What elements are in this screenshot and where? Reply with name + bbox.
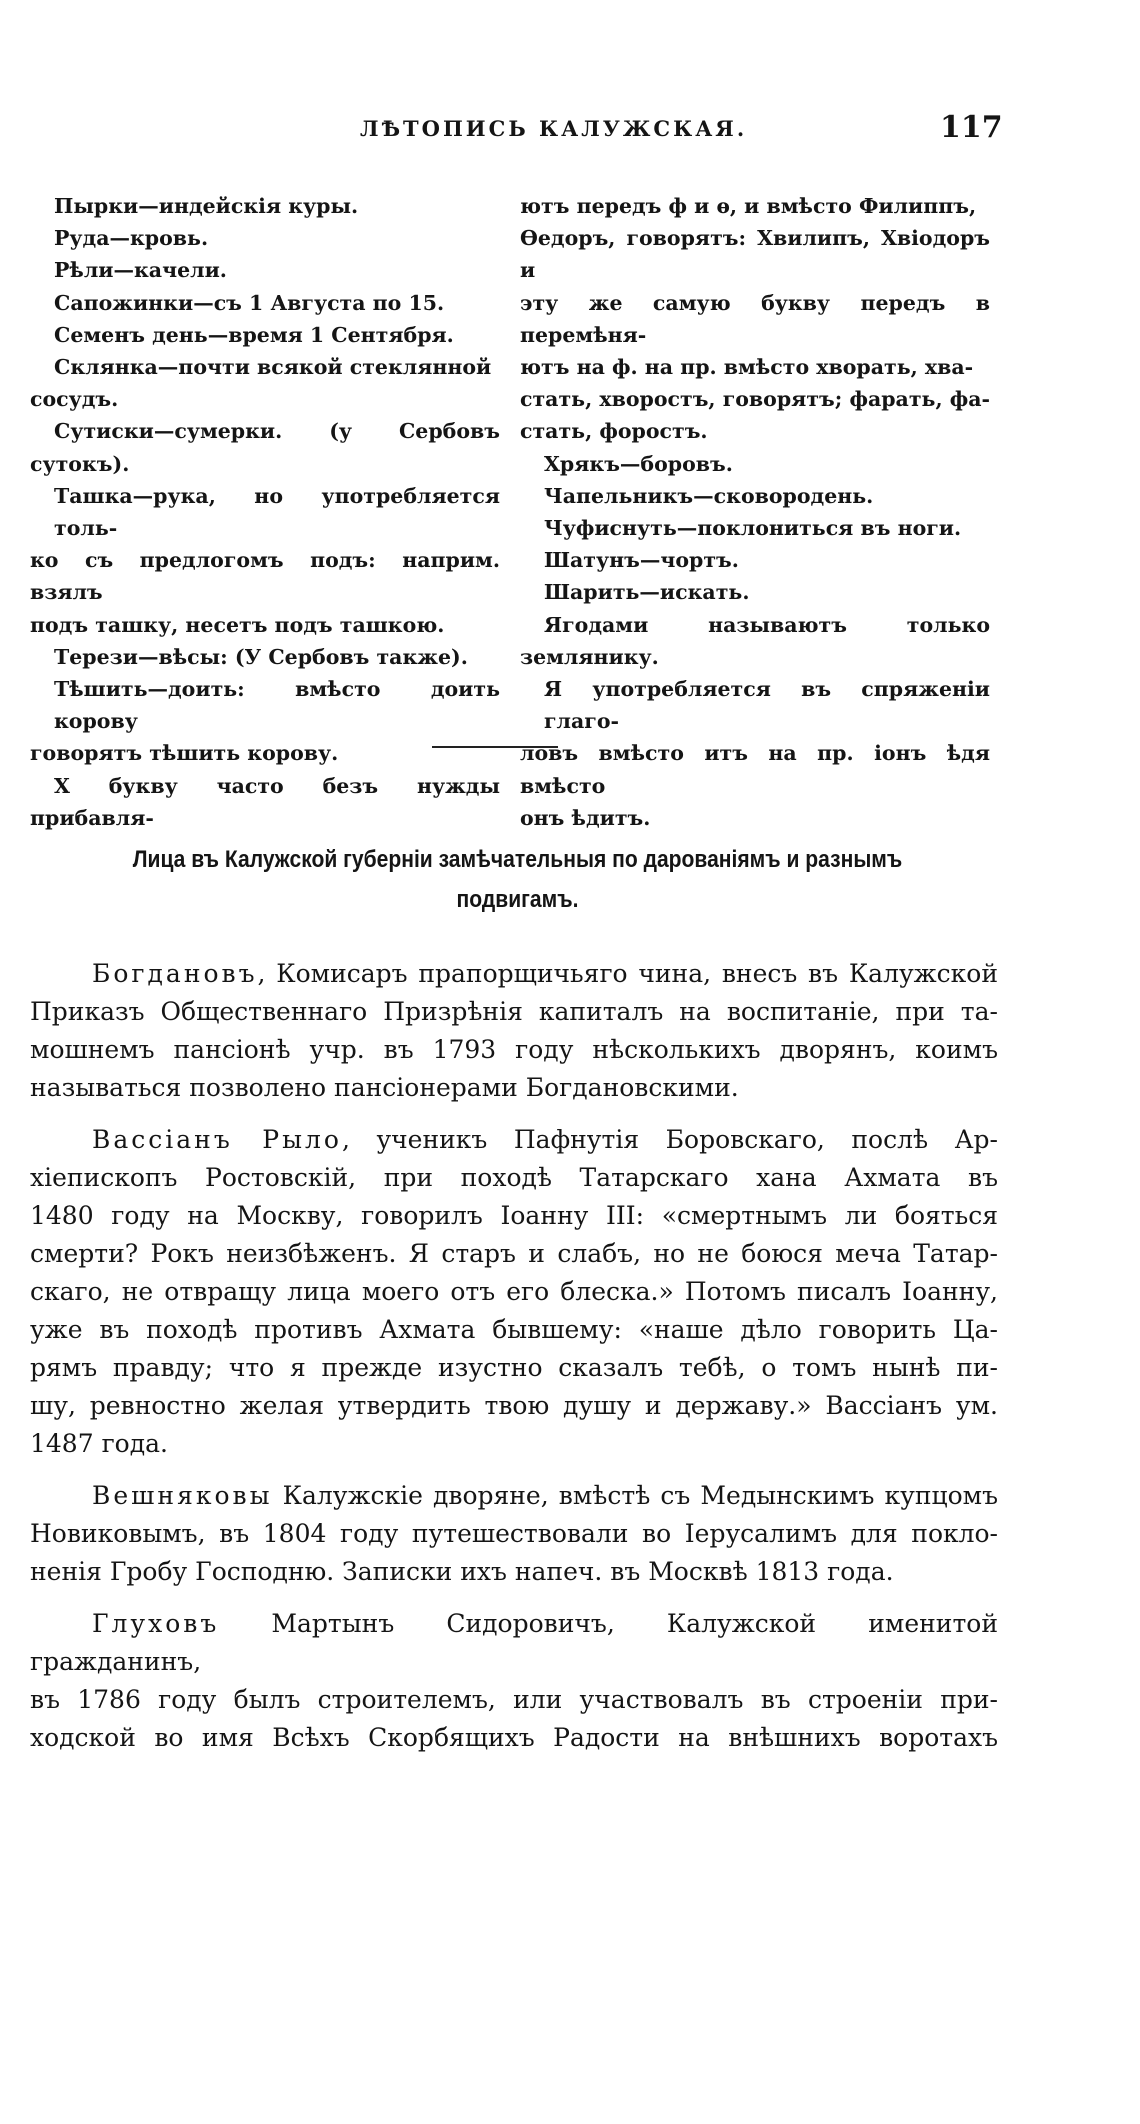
glossary-entry: Шатунъ—чортъ. xyxy=(544,548,739,573)
glossary-entry: Я употребляется въ спряженіи глаго- ловъ вмѣсто итъ на пр. іонъ ѣдя вмѣсто онъ ѣдитъ. xyxy=(520,677,990,830)
glossary-entry: Шарить—искать. xyxy=(544,580,750,605)
paragraph-bogdanov: Богдановъ, Комисаръ прапорщичьяго чина, внесъ въ Калужской Приказъ Общественнаго Призрѣнія капиталъ на воспитаніе, при та- мошнемъ пансіонѣ учр. въ 1793 году нѣсколькихъ дворянъ, коимъ называться позволено пансіонерами Богдановскими. xyxy=(30,959,998,1102)
section-heading: Лица въ Калужской губерніи замѣчательныя по дарованіямъ и разнымъ подвигамъ. xyxy=(132,846,903,913)
glossary-entry-continuation: ютъ передъ ф и ѳ, и вмѣсто Филиппъ, Ѳедоръ, говорятъ: Хвилипъ, Хвіодоръ и эту же самую букву передъ в перемѣня- ютъ на ф. на пр. вмѣсто хворать, хва- стать, хворостъ, говорятъ; фарать, фа- стать, форостъ. xyxy=(520,194,991,444)
glossary-entry: Руда—кровь. xyxy=(54,226,209,251)
glossary-entry: Склянка—почти всякой стеклянной сосудъ. xyxy=(30,355,492,412)
running-title: ЛѢТОПИСЬ КАЛУЖСКАЯ. xyxy=(360,116,748,141)
glossary-entry: Семенъ день—время 1 Сентября. xyxy=(54,322,454,347)
page-number: 117 xyxy=(940,110,1003,145)
glossary-entry: Хрякъ—боровъ. xyxy=(544,451,733,476)
glossary-entry: Ягодами называютъ только землянику. xyxy=(520,612,990,669)
glossary-entry: Сутиски—сумерки. (у Сербовъ сутокъ). xyxy=(30,419,500,476)
entry-name: Вассіанъ Рыло xyxy=(92,1125,342,1154)
section-divider xyxy=(432,746,558,748)
glossary-entry: Тѣшить—доить: вмѣсто доить корову говорятъ тѣшить корову. xyxy=(30,677,500,766)
glossary-entry: Ташка—рука, но употребляется толь- ко съ предлогомъ подъ: наприм. взялъ подъ ташку, несетъ подъ ташкою. xyxy=(30,483,500,637)
glossary-left-column xyxy=(30,190,500,834)
glossary-entry: Х букву часто безъ нужды прибавля- xyxy=(30,773,500,830)
body-text xyxy=(30,955,998,1771)
paragraph-veshnyakovy: Вешняковы Калужскіе дворяне, вмѣстѣ съ Медынскимъ купцомъ Новиковымъ, въ 1804 году путешествовали во Іерусалимъ для покло- ненія Гробу Господню. Записки ихъ напеч. въ Москвѣ 1813 года. xyxy=(30,1481,998,1586)
glossary-entry: Терези—вѣсы: (У Сербовъ также). xyxy=(54,644,468,669)
entry-name: Глуховъ xyxy=(92,1609,220,1638)
paragraph-vassian: Вассіанъ Рыло, ученикъ Пафнутія Боровскаго, послѣ Ар- хіепископъ Ростовскій, при походѣ Татарскаго хана Ахмата въ 1480 году на Москву, говорилъ Іоанну III: «смертнымъ ли бояться смерти? Рокъ неизбѣженъ. Я старъ и слабъ, но не боюся меча Татар- скаго, не отвращу лица моего отъ его блеска.» Потомъ писалъ Іоанну, уже въ походѣ противъ Ахмата бывшему: «наше дѣло говорить Ца- рямъ правду; что я прежде изустно сказалъ тебѣ, о томъ нынѣ пи- шу, ревностно желая утвердить твою душу и державу.» Вассіанъ ум. 1487 года. xyxy=(30,1125,998,1458)
entry-name: Богдановъ xyxy=(92,959,258,988)
running-head xyxy=(0,110,1140,150)
glossary-entry: Чапельникъ—сковородень. xyxy=(544,483,874,508)
glossary-right-column xyxy=(520,190,990,834)
entry-name: Вешняковы xyxy=(92,1481,273,1510)
glossary-entry: Пырки—индейскія куры. xyxy=(54,194,359,218)
glossary-entry: Чуфиснуть—поклониться въ ноги. xyxy=(544,516,962,541)
paragraph-glukhov: Глуховъ Мартынъ Сидоровичъ, Калужской именитой гражданинъ, въ 1786 году былъ строителемъ, или участвовалъ въ строеніи при- ходской во имя Всѣхъ Скорбящихъ Радости на внѣшнихъ воротахъ xyxy=(30,1609,998,1752)
glossary-entry: Рѣли—качели. xyxy=(54,258,227,283)
glossary-entry: Сапожинки—съ 1 Августа по 15. xyxy=(54,290,445,315)
